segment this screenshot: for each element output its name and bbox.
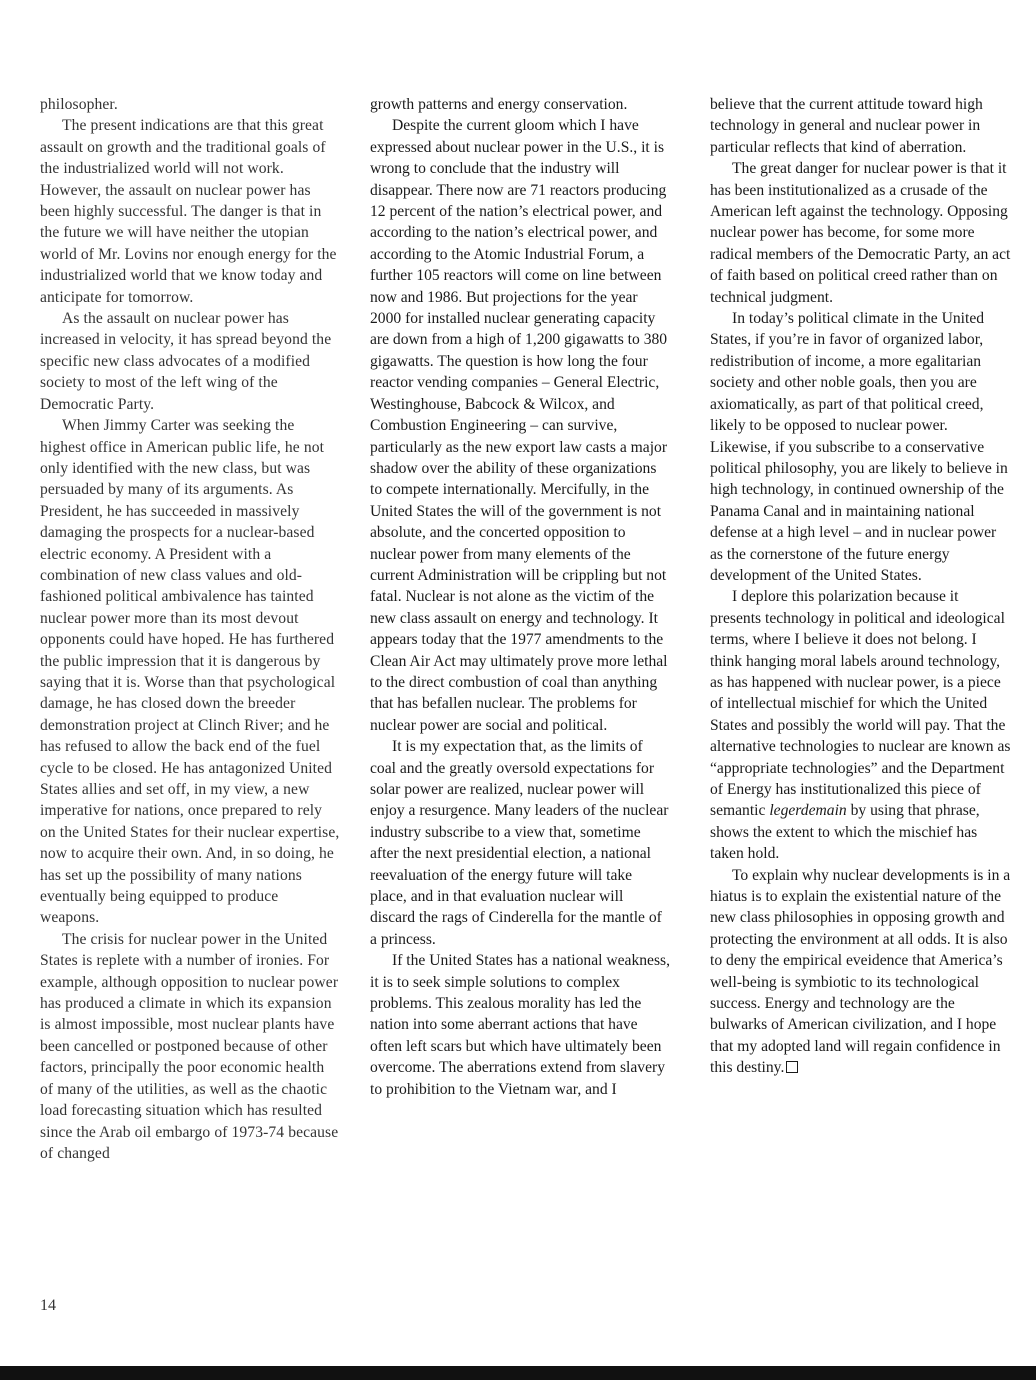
- text-column-1: [40, 94, 340, 1164]
- page-number: 14: [40, 1297, 56, 1314]
- paragraph: As the assault on nuclear power has increased in velocity, it has spread beyond the specific new class advocates of a modified society to most of the left wing of the Democratic Party.: [40, 310, 332, 413]
- paragraph-text: I deplore this polarization because it presents technology in political and ideological terms, where I believe it does not belong. I think hanging moral labels around technology, as has happened with nuclear power, is a piece of intellectual mischief for which the United States and possibly the world will pay. That the alternative technologies to nuclear are known as “appropriate technologies” and the Department of Energy has institutionalized this piece of semantic: [710, 588, 1011, 820]
- paragraph: The crisis for nuclear power in the United States is replete with a number of ironies. For example, although opposition to nuclear power has produced a climate in which its expansion is almost impossible, most nuclear plants have been cancelled or postponed because of other factors, principally the poor economic health of many of the utilities, as well as the chaotic load forecasting situation which has resulted since the Arab oil embargo of 1973-74 because of changed: [40, 930, 339, 1162]
- paragraph: growth patterns and energy conservation.: [370, 96, 628, 113]
- paragraph-text: by using that phrase, shows the extent to which the mischief has taken hold.: [710, 802, 980, 863]
- paragraph: [710, 865, 1012, 1079]
- end-of-article-square-icon: [786, 1061, 798, 1073]
- paragraph: The great danger for nuclear power is that it has been institutionalized as a crusade of the American left against the technology. Opposing nuclear power has become, for some more radical members of the Democratic Party, an act of faith based on political creed rather than on technical judgment.: [710, 160, 1011, 306]
- paragraph: It is my expectation that, as the limits of coal and the greatly oversold expectations for solar power are realized, nuclear power will enjoy a resurgence. Many leaders of the nuclear industry subscribe to a view that, sometime after the next presidential election, a national reevaluation of the energy future will take place, and in that evaluation nuclear will discard the rags of Cinderella for the mantle of a princess.: [370, 738, 669, 948]
- paragraph: believe that the current attitude toward high technology in general and nuclear power in particular reflects that kind of aberration.: [710, 96, 983, 156]
- paragraph: If the United States has a national weakness, it is to seek simple solutions to complex problems. This zealous morality has led the nation into some aberrant actions that have often left scars but which have ultimately been overcome. The aberrations extend from slavery to prohibition to the Vietnam war, and I: [370, 952, 671, 1098]
- paragraph: The present indications are that this great assault on growth and the traditional goals of the industrialized world will not work. However, the assault on nuclear power has been highly successful. The danger is that in the future we will have neither the utopian world of Mr. Lovins nor enough energy for the industrialized world that we know today and anticipate for tomorrow.: [40, 117, 337, 306]
- text-column-2: [370, 94, 672, 1100]
- paragraph: Despite the current gloom which I have expressed about nuclear power in the U.S., it is wrong to conclude that the industry will disappear. There now are 71 reactors producing 12 percent of the nation’s electrical power, and according to the nation’s electrical power, and according to the Atomic Industrial Forum, a further 105 reactors will come on line between now and 1986. But projections for the year 2000 for installed nuclear generating capacity are down from a high of 1,200 gigawatts to 380 gigawatts. The question is how long the four reactor vending companies – General Electric, Westinghouse, Babcock & Wilcox, and Combustion Engineering – can survive, particularly as the new export law casts a major shadow over the ability of these organizations to compete internationally. Mercifully, in the United States the will of the government is not absolute, and the concerted opposition to nuclear power from many elements of the current Administration will be crippling but not fatal. Nuclear is not alone as the victim of the new class assault on energy and technology. It appears today that the 1977 amendments to the Clean Air Act may ultimately prove more lethal to the direct combustion of coal than anything that has befallen nuclear. The problems for nuclear power are social and political.: [370, 117, 668, 734]
- scan-edge-bar: [0, 1366, 1036, 1380]
- paragraph-text: To explain why nuclear developments is in a hiatus is to explain the existential nature of the new class philosophies in opposing growth and protecting the environment at all odds. It is also to deny the empirical eveidence that America’s well-being is symbiotic to its technological success. Energy and technology are the bulwarks of American civilization, and I hope that my adopted land will regain confidence in this destiny.: [710, 866, 1011, 1077]
- italic-word: legerdemain: [769, 802, 847, 820]
- paragraph: When Jimmy Carter was seeking the highest office in American public life, he not only identified with the new class, but was persuaded by many of its arguments. As President, he has succeeded in massively damaging the prospects for a nuclear-based electric economy. A President with a combination of new class values and old-fashioned political ambivalence has tainted nuclear power more than its most devout opponents could have hoped. He has furthered the public impression that it is dangerous by saying that it is. Worse than that psychological damage, he has closed down the breeder demonstration project at Clinch River; and he has refused to allow the back end of the fuel cycle to be closed. He has antagonized United States allies and set off, in my view, a new imperative for nations, once prepared to rely on the United States for their nuclear expertise, now to acquire their own. And, in so doing, he has set up the possibility of many nations eventually being equipped to produce weapons.: [40, 417, 340, 927]
- paragraph: philosopher.: [40, 96, 118, 113]
- paragraph: In today’s political climate in the United States, if you’re in favor of organized labor, redistribution of income, a more egalitarian society and other noble goals, then you are axiomatically, as part of that political creed, likely to be opposed to nuclear power. Likewise, if you subscribe to a conservative political philosophy, you are likely to believe in high technology, in continued ownership of the Panama Canal and in maintaining national defense at a high level – and in nuclear power as the cornerstone of the future energy development of the United States.: [710, 310, 1008, 584]
- paragraph: [710, 586, 1012, 864]
- text-column-3: [710, 94, 1012, 1079]
